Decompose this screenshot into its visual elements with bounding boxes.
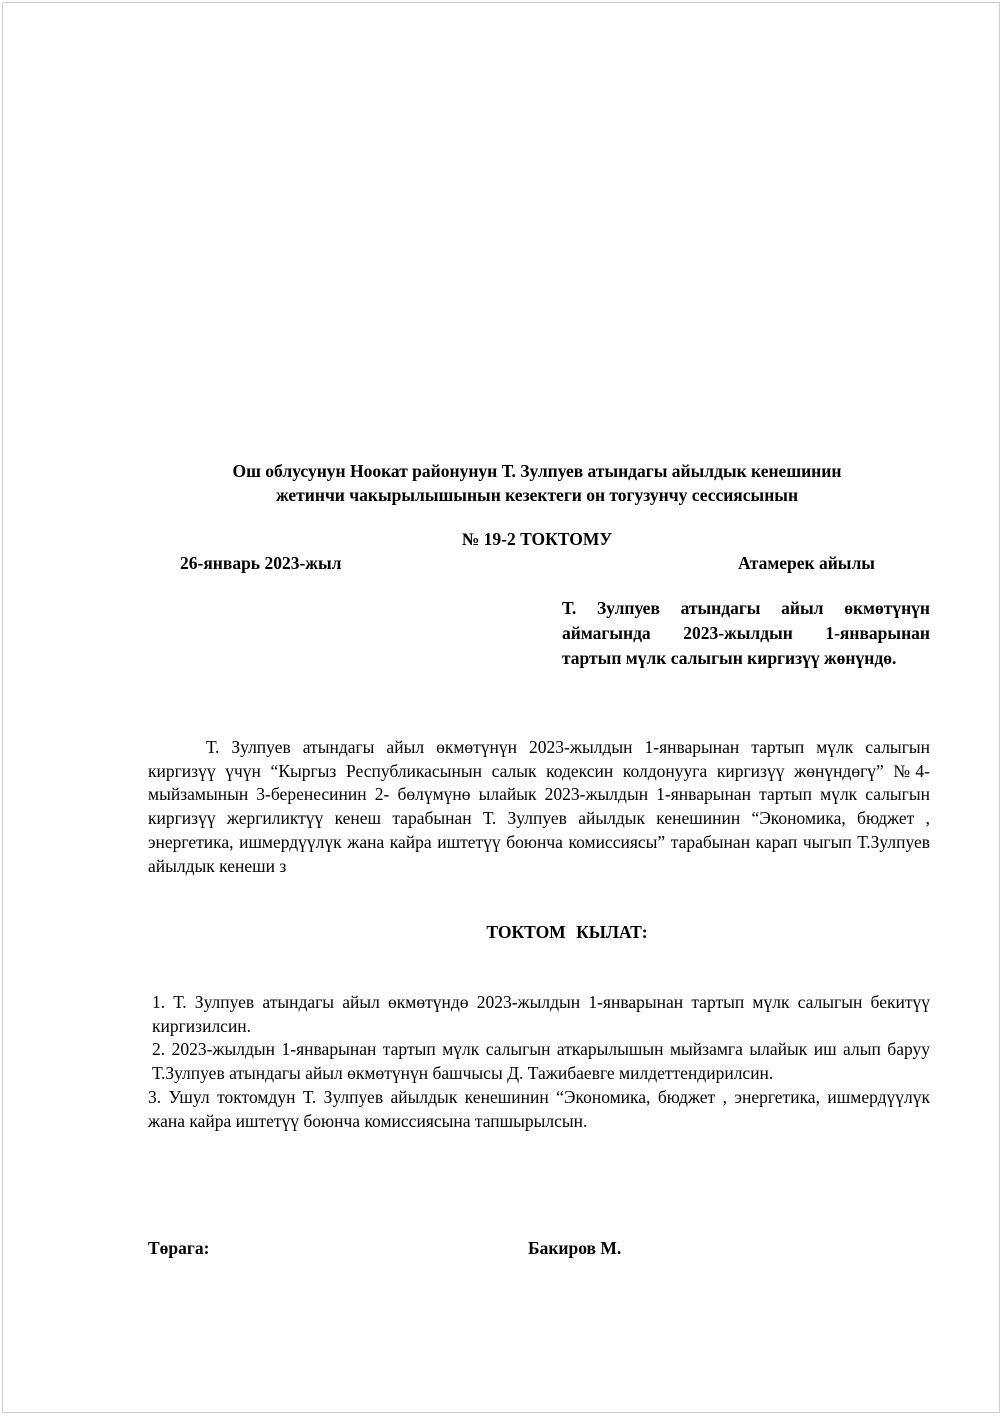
decree-item-1: 1. Т. Зулпуев атындагы айыл өкмөтүндө 2023-жылдын 1-январынан тартып мүлк салыгын бекитүү киргизилсин. [152,992,930,1036]
decree-item-2: 2. 2023-жылдын 1-январынан тартып мүлк салыгын аткарылышын мыйзамга ылайык иш алып баруу Т.Зулпуев атындагы айыл өкмөтүнүн башчысы Д. Тажибаевге милдеттендирилсин. [152,1039,930,1084]
document-page [2,2,1000,1413]
signature-label: Төрага: [148,1238,210,1258]
decree-item-3: 3. Ушул токтомдун Т. Зулпуев айылдык кенешинин “Экономика, бюджет , энергетика, ишмердүүлүк жана кайра иштетүү боюнча комиссиясына тапшырылсын. [148,1086,930,1131]
signature-name: Бакиров М. [528,1238,622,1258]
header-line-1: Ош облусунун Ноокат районунун Т. Зулпуев атындагы айылдык кенешинин [232,461,842,481]
preamble-paragraph: Т. Зулпуев атындагы айыл өкмөтүнүн 2023-жылдын 1-январынан тартып мүлк салыгын киргизүү үчүн “Кыргыз Республикасынын салык кодексин колдонууга киргизүү жөнүндөгү” №4-мыйзамынын 3-беренесинин 2- бөлүмүнө ылайык 2023-жылдын 1-январынан тартып мүлк салыгын киргизүү жергиликтүү кенеш тарабынан Т. Зулпуев айылдык кенешинин “Экономика, бюджет , энергетика, ишмердүүлүк жана кайра иштетүү боюнча комиссиясы” тарабынан карап чыгып Т.Зулпуев айылдык кенеши з [148,737,930,876]
decision-subject: Т. Зулпуев атындагы айыл өкмөтүнүн аймагында 2023-жылдын 1-январынан тартып мүлк салыгын киргизүү жөнүндө. [562,598,930,668]
decision-date: 26-январь 2023-жыл [180,553,342,573]
header-line-2: жетинчи чакырылышынын кезектеги он тогузунчу сессиясынын [275,485,799,505]
decree-items [148,991,930,1133]
document-header [120,459,954,507]
decision-place: Атамерек айылы [738,553,875,573]
decision-number: № 19-2 ТОКТОМУ [461,529,613,549]
decree-title: ТОКТОМ КЫЛАТ: [486,922,648,942]
